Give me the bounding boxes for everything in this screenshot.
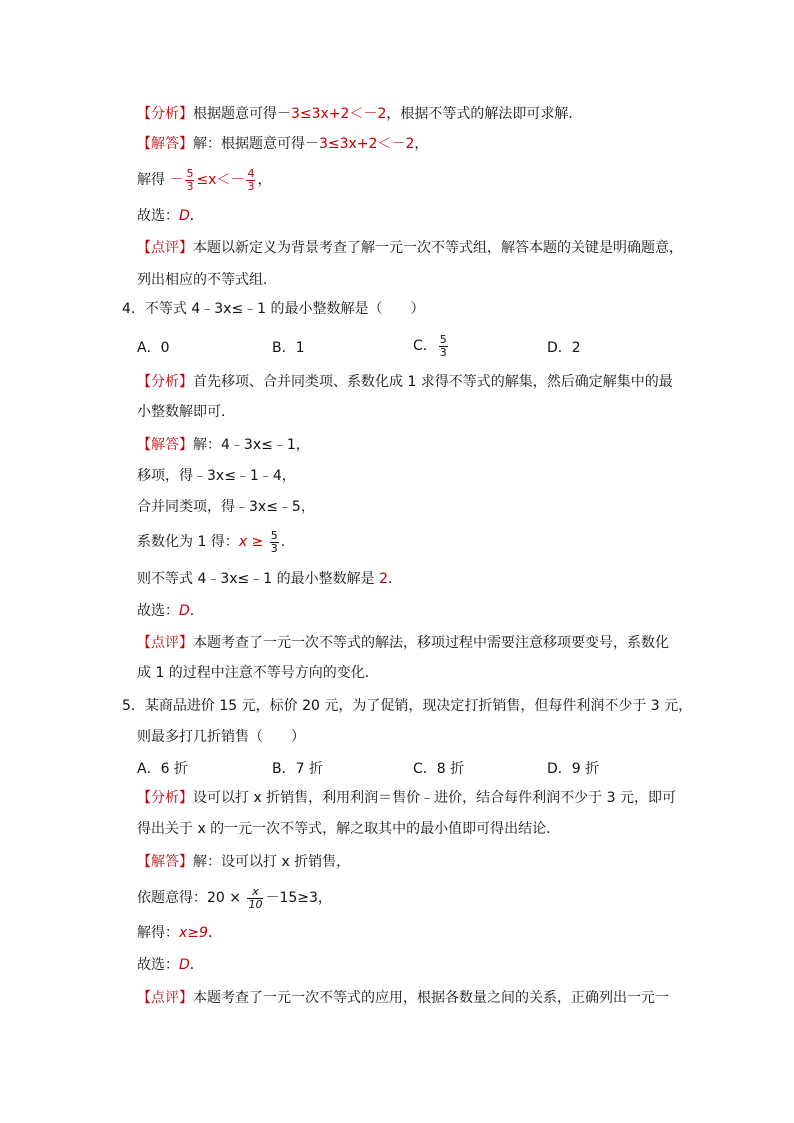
choose-label: 故选： bbox=[137, 208, 179, 224]
step-end: ， bbox=[257, 172, 272, 188]
step-label: 移项，得 bbox=[137, 468, 193, 484]
analysis-text: 得出关于 x 的一元一次不等式，解之取其中的最小值即可得出结论． bbox=[137, 821, 561, 837]
q5-comment-line-1 bbox=[137, 988, 669, 1008]
q4-choose-line bbox=[137, 601, 204, 621]
option-value: 2 bbox=[571, 340, 581, 356]
comment-tag: 【点评】 bbox=[137, 635, 193, 651]
comment-tag: 【点评】 bbox=[137, 990, 193, 1006]
q5-stem-line-1 bbox=[122, 696, 692, 716]
option-label: C． bbox=[413, 761, 437, 777]
comment-text: 本题考查了一元一次不等式的解法，移项过程中需要注意移项要变号，系数化 bbox=[193, 635, 669, 651]
question-stem: 4．不等式 4﹣3x≤﹣1 的最小整数解是（ ） bbox=[122, 301, 425, 317]
fraction-denominator: 3 bbox=[439, 345, 447, 359]
step-expression: ﹣3x≤﹣1﹣4， bbox=[193, 468, 296, 484]
fraction-denominator: 3 bbox=[186, 179, 194, 193]
q4-conclusion bbox=[137, 569, 402, 589]
choose-label: 故选： bbox=[137, 957, 179, 973]
q4-step-merge bbox=[137, 497, 315, 517]
option-label: A． bbox=[137, 761, 161, 777]
q5-solution-line bbox=[137, 852, 350, 872]
solution-tag: 【解答】 bbox=[137, 437, 193, 453]
q4-stem bbox=[122, 299, 425, 319]
analysis-text: 首先移项、合并同类项、系数化成 1 求得不等式的解集，然后确定解集中的最 bbox=[193, 374, 673, 390]
option-b[interactable] bbox=[272, 758, 323, 778]
option-a[interactable] bbox=[137, 758, 188, 778]
p3-solution-line bbox=[137, 134, 428, 154]
step-label: 合并同类项，得 bbox=[137, 499, 235, 515]
fraction-five-thirds bbox=[270, 530, 279, 555]
option-value: 1 bbox=[295, 340, 305, 356]
analysis-text-end: ，根据不等式的解法即可求解． bbox=[386, 106, 583, 122]
q5-step-equation bbox=[137, 880, 332, 916]
minus-sign: － bbox=[169, 172, 184, 188]
comment-text: 成 1 的过程中注意不等号方向的变化． bbox=[137, 665, 379, 681]
analysis-tag: 【分析】 bbox=[137, 374, 193, 390]
step-label: 系数化为 1 得： bbox=[137, 534, 239, 550]
q5-step-solution bbox=[137, 923, 222, 943]
choose-end: ． bbox=[189, 208, 204, 224]
option-label: C． bbox=[413, 338, 437, 354]
answer-value: D bbox=[179, 208, 190, 224]
option-value: 8 折 bbox=[436, 761, 465, 777]
fraction-numerator: 5 bbox=[439, 332, 447, 346]
q5-analysis-line-2 bbox=[137, 819, 560, 839]
inequality-expression: 3≤3x+2＜－2 bbox=[319, 136, 415, 152]
step-label: 解得 bbox=[137, 172, 170, 188]
comment-text: 本题以新定义为背景考查了解一元一次不等式组，解答本题的关键是明确题意， bbox=[193, 240, 683, 256]
question-stem: 5．某商品进价 15 元，标价 20 元，为了促销，现决定打折销售，但每件利润不少于 3 元， bbox=[122, 698, 693, 714]
fraction-numerator: 4 bbox=[247, 166, 255, 180]
q5-choose-line bbox=[137, 955, 204, 975]
option-label: D． bbox=[547, 761, 572, 777]
comment-text: 本题考查了一元一次不等式的应用，根据各数量之间的关系，正确列出一元一 bbox=[193, 990, 669, 1006]
option-a[interactable] bbox=[137, 337, 170, 357]
solution-text: 解：4﹣3x≤﹣1， bbox=[193, 437, 310, 453]
solution-text: 解：设可以打 x 折销售， bbox=[193, 854, 351, 870]
fraction-four-thirds bbox=[246, 168, 255, 193]
solution-text: 解：根据题意可得－ bbox=[193, 136, 319, 152]
q4-solution-line bbox=[137, 435, 310, 455]
step-label: 解得： bbox=[137, 925, 179, 941]
q4-comment-line-2 bbox=[137, 663, 379, 683]
solution-text-end: ， bbox=[414, 136, 429, 152]
option-b[interactable] bbox=[272, 337, 305, 357]
p3-comment-line-1 bbox=[137, 238, 683, 258]
fraction-denominator: 10 bbox=[248, 897, 263, 911]
answer-value: D bbox=[179, 603, 190, 619]
question-stem: 则最多打几折销售（ ） bbox=[137, 729, 305, 745]
comment-text: 列出相应的不等式组． bbox=[137, 272, 277, 288]
analysis-text: 根据题意可得－ bbox=[193, 106, 291, 122]
fraction-five-thirds bbox=[185, 168, 194, 193]
step-expression: x ≥ bbox=[238, 534, 268, 550]
equation-part: －15≥3， bbox=[265, 890, 332, 906]
p3-choose-line bbox=[137, 206, 204, 226]
option-label: B． bbox=[272, 761, 296, 777]
option-label: D． bbox=[547, 340, 572, 356]
analysis-tag: 【分析】 bbox=[137, 790, 193, 806]
option-value: 9 折 bbox=[571, 761, 600, 777]
fraction-x-over-ten bbox=[247, 886, 263, 911]
choose-end: ． bbox=[189, 957, 204, 973]
equation-part: 20 × bbox=[207, 890, 246, 906]
step-end: ． bbox=[207, 925, 222, 941]
q4-comment-line-1 bbox=[137, 633, 669, 653]
option-value: 7 折 bbox=[295, 761, 323, 777]
step-end: . bbox=[280, 534, 286, 550]
solution-expression: x≥9 bbox=[179, 925, 208, 941]
fraction-denominator: 3 bbox=[247, 179, 255, 193]
q4-analysis-line-1 bbox=[137, 372, 673, 392]
option-value: 0 bbox=[160, 340, 170, 356]
q4-analysis-line-2 bbox=[137, 402, 235, 422]
analysis-text: 小整数解即可． bbox=[137, 404, 235, 420]
option-label: A． bbox=[137, 340, 161, 356]
option-c[interactable] bbox=[413, 326, 450, 366]
conclusion-value: 2 bbox=[379, 571, 389, 587]
choose-label: 故选： bbox=[137, 603, 179, 619]
option-label: B． bbox=[272, 340, 296, 356]
inequality-middle: ≤x＜－ bbox=[196, 172, 245, 188]
analysis-text: 设可以打 x 折销售，利用利润＝售价﹣进价，结合每件利润不少于 3 元，即可 bbox=[193, 790, 676, 806]
choose-end: ． bbox=[189, 603, 204, 619]
option-c[interactable] bbox=[413, 758, 464, 778]
p3-comment-line-2 bbox=[137, 270, 277, 290]
answer-value: D bbox=[179, 957, 190, 973]
option-d[interactable] bbox=[547, 758, 599, 778]
option-value: 6 折 bbox=[160, 761, 188, 777]
p3-analysis-line bbox=[137, 104, 582, 124]
q4-options bbox=[137, 332, 697, 359]
fraction-numerator: x bbox=[247, 886, 263, 899]
p3-step-line bbox=[137, 162, 271, 198]
solution-tag: 【解答】 bbox=[137, 854, 193, 870]
q5-analysis-line-1 bbox=[137, 788, 676, 808]
step-label: 依题意得： bbox=[137, 890, 207, 906]
analysis-tag: 【分析】 bbox=[137, 106, 193, 122]
step-expression: ﹣3x≤﹣5， bbox=[235, 499, 315, 515]
q5-options bbox=[137, 758, 697, 780]
solution-tag: 【解答】 bbox=[137, 136, 193, 152]
inequality-expression: 3≤3x+2＜－2 bbox=[291, 106, 387, 122]
q5-stem-line-2 bbox=[137, 727, 305, 747]
fraction-numerator: 5 bbox=[270, 528, 278, 542]
conclusion-end: ． bbox=[388, 571, 403, 587]
fraction-numerator: 5 bbox=[186, 166, 194, 180]
conclusion-text: 则不等式 4﹣3x≤﹣1 的最小整数解是 bbox=[137, 571, 380, 587]
q4-step-move bbox=[137, 466, 296, 486]
fraction-denominator: 3 bbox=[270, 541, 278, 555]
comment-tag: 【点评】 bbox=[137, 240, 193, 256]
option-d[interactable] bbox=[547, 337, 581, 357]
q4-step-coef bbox=[137, 524, 285, 560]
fraction-five-thirds bbox=[439, 334, 448, 359]
